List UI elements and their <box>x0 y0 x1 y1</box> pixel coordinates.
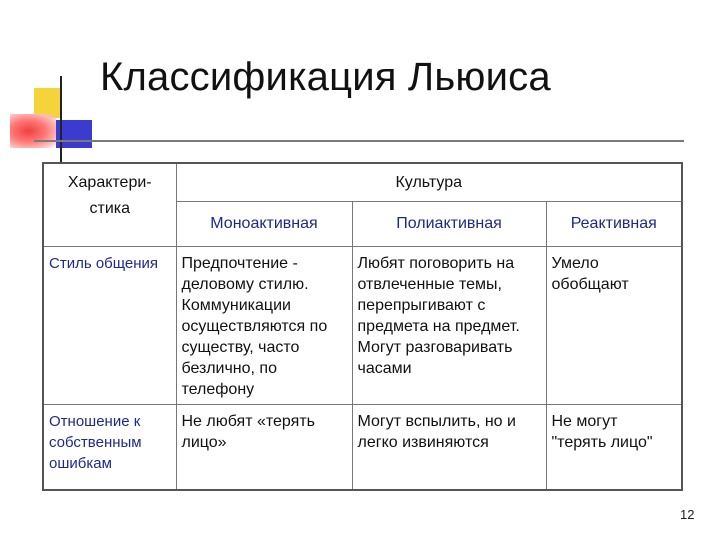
decor-red-square <box>10 114 56 148</box>
cell-communication-monoactive: Предпочтение - деловому стилю. Коммуникации осуществляются по существу, часто безлично, по телефону <box>176 246 352 404</box>
header-characteristic: Характери-стика <box>43 163 176 246</box>
cell-communication-reactive: Умело обобщают <box>546 246 682 404</box>
classification-table <box>42 162 683 491</box>
cell-mistakes-polyactive: Могут вспылить, но и легко извиняются <box>352 404 546 490</box>
row-label-communication-style: Стиль общения <box>43 246 176 404</box>
cell-mistakes-reactive: Не могут "терять лицо" <box>546 404 682 490</box>
row-label-attitude-to-mistakes: Отношение к собственным ошибкам <box>43 404 176 490</box>
header-monoactive: Моноактивная <box>176 201 352 246</box>
page-number: 12 <box>680 507 695 522</box>
title-underline <box>34 140 684 142</box>
classification-table-wrapper <box>42 162 683 491</box>
header-culture: Культура <box>176 163 682 201</box>
page-title: Классификация Льюиса <box>100 55 551 99</box>
cell-communication-polyactive: Любят поговорить на отвлеченные темы, перепрыгивают с предмета на предмет. Могут разговаривать часами <box>352 246 546 404</box>
decor-vertical-line <box>60 76 62 162</box>
header-polyactive: Полиактивная <box>352 201 546 246</box>
header-reactive: Реактивная <box>546 201 682 246</box>
cell-mistakes-monoactive: Не любят «терять лицо» <box>176 404 352 490</box>
